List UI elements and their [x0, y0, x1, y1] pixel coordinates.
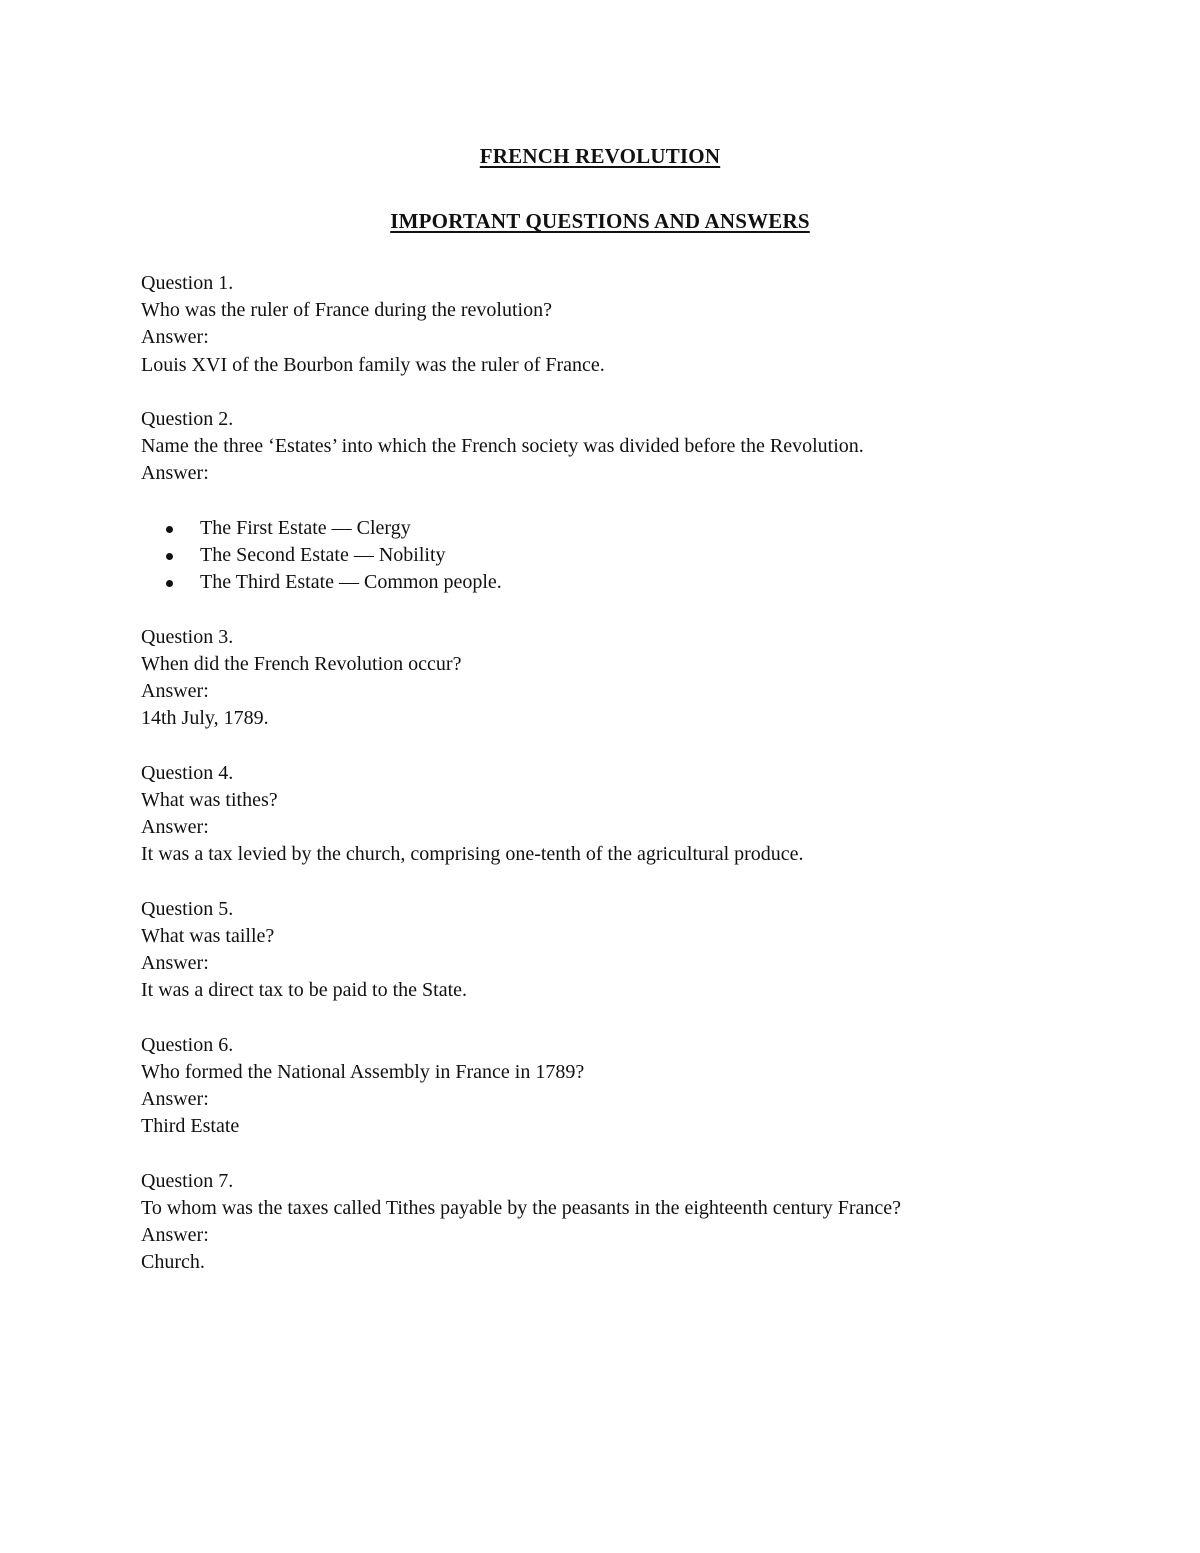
document-title: FRENCH REVOLUTION [479, 144, 721, 168]
answer-list-item [141, 515, 1141, 542]
qa-item-2 [141, 406, 1141, 596]
document-subtitle: IMPORTANT QUESTIONS AND ANSWERS [390, 209, 810, 233]
question-label: Question 5. [141, 897, 234, 920]
question-text: Who formed the National Assembly in France in 1789? [141, 1060, 585, 1083]
question-text: Who was the ruler of France during the revolution? [141, 299, 552, 322]
qa-item-4 [141, 760, 1141, 869]
bullet-icon [166, 580, 173, 587]
answer-list-item [141, 542, 1141, 569]
answer-text: 14th July, 1789. [141, 707, 269, 730]
question-label: Question 6. [141, 1033, 234, 1056]
question-text: To whom was the taxes called Tithes payable by the peasants in the eighteenth century France? [141, 1196, 902, 1219]
answer-list-item [141, 569, 1141, 596]
answer-label: Answer: [141, 680, 209, 702]
question-text: When did the French Revolution occur? [141, 652, 462, 675]
answer-label: Answer: [141, 462, 209, 485]
answer-label: Answer: [141, 1224, 209, 1246]
question-label: Question 4. [141, 761, 234, 784]
qa-item-3 [141, 624, 1141, 733]
answer-label: Answer: [141, 1088, 209, 1110]
question-label: Question 7. [141, 1169, 234, 1192]
answer-text: Church. [141, 1251, 205, 1274]
answer-text: It was a tax levied by the church, comprising one-tenth of the agricultural produce. [141, 843, 804, 866]
qa-list [141, 270, 1141, 1304]
answer-text: It was a direct tax to be paid to the State. [141, 979, 468, 1002]
question-label: Question 1. [141, 272, 234, 294]
qa-item-7 [141, 1168, 1141, 1277]
question-text: What was taille? [141, 924, 275, 947]
answer-bullet-list [141, 515, 1141, 597]
bullet-icon [166, 553, 173, 560]
qa-item-6 [141, 1032, 1141, 1141]
answer-list-item-text: The First Estate — Clergy [200, 516, 411, 539]
answer-list-item-text: The Third Estate — Common people. [200, 571, 502, 594]
bullet-icon [166, 526, 173, 533]
answer-label: Answer: [141, 816, 209, 838]
answer-label: Answer: [141, 326, 209, 349]
qa-item-5 [141, 896, 1141, 1005]
qa-item-1 [141, 270, 1141, 379]
question-label: Question 3. [141, 625, 234, 648]
answer-list-item-text: The Second Estate — Nobility [200, 544, 446, 566]
answer-label: Answer: [141, 952, 209, 974]
answer-text: Third Estate [141, 1115, 240, 1138]
question-label: Question 2. [141, 408, 234, 430]
question-text: What was tithes? [141, 788, 278, 811]
answer-text: Louis XVI of the Bourbon family was the ruler of France. [141, 353, 605, 376]
question-text: Name the three ‘Estates’ into which the French society was divided before the Revolution. [141, 435, 864, 458]
